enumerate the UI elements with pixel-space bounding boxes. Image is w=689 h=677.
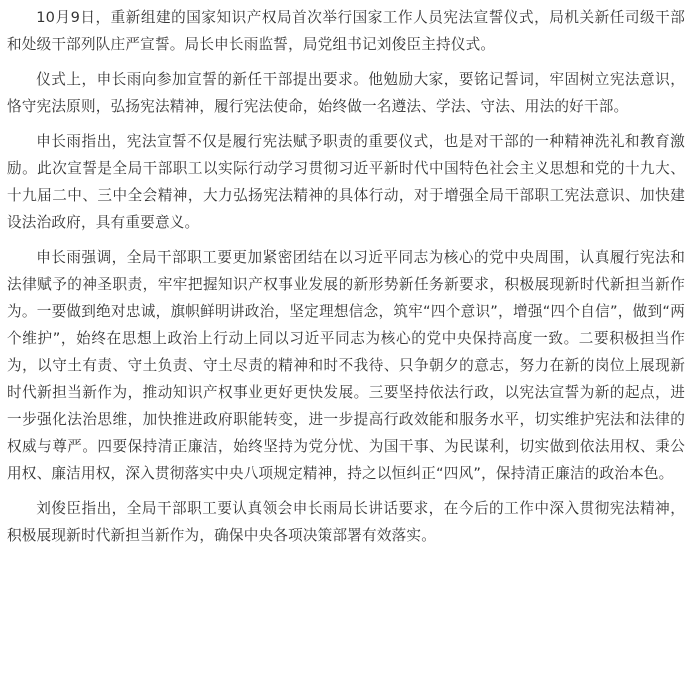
paragraph-oath-requirements: 仪式上，申长雨向参加宣誓的新任干部提出要求。他勉励大家，要铭记誓词，牢固树立宪法意识，恪守宪法原则，弘扬宪法精神，履行宪法使命，始终做一名遵法、学法、守法、用法的好干部。 xyxy=(7,71,685,115)
paragraph-significance: 申长雨指出，宪法宣誓不仅是履行宪法赋予职责的重要仪式，也是对干部的一种精神洗礼和教育激励。此次宣誓是全局干部职工以实际行动学习贯彻习近平新时代中国特色社会主义思想和党的十九大、十九届二中、三中全会精神，大力弘扬宪法精神的具体行动，对于增强全局干部职工宪法意识、加快建设法治政府，具有重要意义。 xyxy=(7,133,685,231)
paragraph-conclusion: 刘俊臣指出，全局干部职工要认真领会申长雨局长讲话要求，在今后的工作中深入贯彻宪法精神，积极展现新时代新担当新作为，确保中央各项决策部署有效落实。 xyxy=(7,500,685,544)
paragraph-emphasis: 申长雨强调，全局干部职工要更加紧密团结在以习近平同志为核心的党中央周围，认真履行宪法和法律赋予的神圣职责，牢牢把握知识产权事业发展的新形势新任务新要求，积极展现新时代新担当新作为。一要做到绝对忠诚，旗帜鲜明讲政治，坚定理想信念，筑牢“四个意识”，增强“四个自信”，做到“两个维护”，始终在思想上政治上行动上同以习近平同志为核心的党中央保持高度一致。二要积极担当作为，以守土有责、守土负责、守土尽责的精神和时不我待、只争朝夕的意志，努力在新的岗位上展现新时代新担当新作为，推动知识产权事业更好更快发展。三要坚持依法行政，以宪法宣誓为新的起点，进一步强化法治思维，加快推进政府职能转变，进一步提高行政效能和服务水平，切实维护宪法和法律的权威与尊严。四要保持清正廉洁，始终坚持为党分忧、为国干事、为民谋利，切实做到依法用权、秉公用权、廉洁用权，深入贯彻落实中央八项规定精神，持之以恒纠正“四风”，保持清正廉洁的政治本色。 xyxy=(7,249,685,482)
paragraph-ceremony-intro: 10月9日，重新组建的国家知识产权局首次举行国家工作人员宪法宣誓仪式，局机关新任司级干部和处级干部列队庄严宣誓。局长申长雨监誓，局党组书记刘俊臣主持仪式。 xyxy=(7,9,685,53)
